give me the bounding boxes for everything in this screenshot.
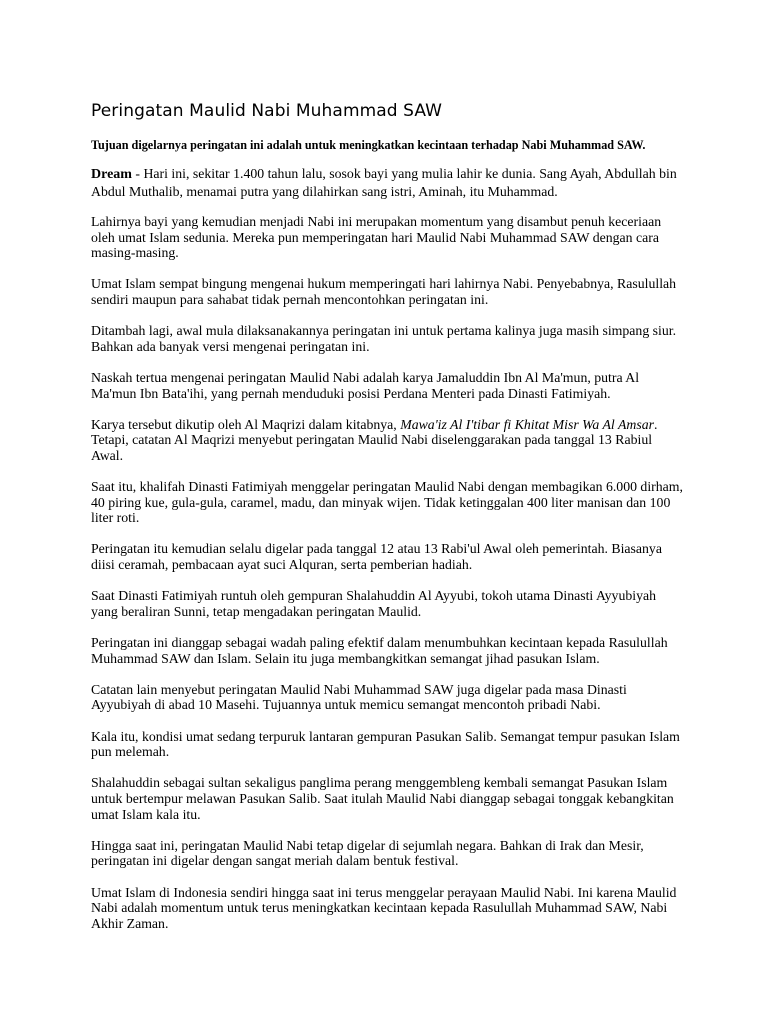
citation-after: . Tetapi, catatan Al Maqrizi menyebut peringatan Maulid Nabi diselenggarakan pada tanggal 13 Rabiul Awal. bbox=[91, 416, 658, 463]
body-paragraph: Shalahuddin sebagai sultan sekaligus panglima perang menggembleng kembali semangat Pasukan Islam untuk bertempur melawan Pasukan Salib. Saat itulah Maulid Nabi dianggap sebagai tonggak kebangkitan umat Islam kala itu. bbox=[91, 775, 674, 822]
body-paragraph: Umat Islam di Indonesia sendiri hingga saat ini terus menggelar perayaan Maulid Nabi. Ini karena Maulid Nabi adalah momentum untuk terus meningkatkan kecintaan kepada Rasulullah Muhammad SAW, Nabi Akhir Zaman. bbox=[91, 884, 677, 931]
citation-paragraph bbox=[91, 417, 684, 464]
intro-text: - Hari ini, sekitar 1.400 tahun lalu, sosok bayi yang mulia lahir ke dunia. Sang Ayah, Abdullah bin Abdul Muthalib, menamai putra yang dilahirkan sang istri, Aminah, itu Muhammad. bbox=[91, 166, 677, 199]
body-paragraph: Ditambah lagi, awal mula dilaksanakannya peringatan ini untuk pertama kalinya juga masih simpang siur. Bahkan ada banyak versi mengenai peringatan ini. bbox=[91, 323, 677, 354]
book-title: Mawa'iz Al I'tibar fi Khitat Misr Wa Al Amsar bbox=[400, 416, 654, 432]
body-paragraph: Catatan lain menyebut peringatan Maulid Nabi Muhammad SAW juga digelar pada masa Dinasti Ayyubiyah di abad 10 Masehi. Tujuannya untuk memicu semangat mencontoh pribadi Nabi. bbox=[91, 681, 627, 713]
document-subtitle: Tujuan digelarnya peringatan ini adalah untuk meningkatkan kecintaan terhadap Nabi Muhammad SAW. bbox=[91, 138, 646, 152]
body-paragraph: Umat Islam sempat bingung mengenai hukum memperingati hari lahirnya Nabi. Penyebabnya, Rasulullah sendiri maupun para sahabat tidak pernah mencontohkan peringatan ini. bbox=[91, 276, 677, 307]
document-title: Peringatan Maulid Nabi Muhammad SAW bbox=[91, 101, 443, 121]
intro-lead: Dream bbox=[91, 167, 132, 182]
body-paragraph: Peringatan ini dianggap sebagai wadah paling efektif dalam menumbuhkan kecintaan kepada Rasulullah Muhammad SAW dan Islam. Selain itu juga membangkitkan semangat jihad pasukan Islam. bbox=[91, 635, 668, 666]
body-paragraph: Hingga saat ini, peringatan Maulid Nabi tetap digelar di sejumlah negara. Bahkan di Irak dan Mesir, peringatan ini digelar dengan sangat meriah dalam bentuk festival. bbox=[91, 837, 644, 869]
body-paragraph: Lahirnya bayi yang kemudian menjadi Nabi ini merupakan momentum yang disambut penuh keceriaan oleh umat Islam sedunia. Mereka pun memperingatan hari Maulid Nabi Muhammad SAW dengan cara masing-masing. bbox=[91, 214, 662, 261]
body-paragraph: Peringatan itu kemudian selalu digelar pada tanggal 12 atau 13 Rabi'ul Awal oleh pemerintah. Biasanya diisi ceramah, pembacaan ayat suci Alquran, serta pemberian hadiah. bbox=[91, 541, 662, 573]
body-paragraph: Saat itu, khalifah Dinasti Fatimiyah menggelar peringatan Maulid Nabi dengan membagikan 6.000 dirham, 40 piring kue, gula-gula, caramel, madu, dan minyak wijen. Tidak ketinggalan 400 liter manisan dan 100 liter roti. bbox=[91, 479, 683, 526]
body-paragraph: Kala itu, kondisi umat sedang terpuruk lantaran gempuran Pasukan Salib. Semangat tempur pasukan Islam pun melemah. bbox=[91, 728, 680, 760]
body-paragraph: Saat Dinasti Fatimiyah runtuh oleh gempuran Shalahuddin Al Ayyubi, tokoh utama Dinasti Ayyubiyah yang beraliran Sunni, tetap mengadakan peringatan Maulid. bbox=[91, 588, 656, 619]
intro-paragraph bbox=[91, 165, 684, 200]
body-paragraph: Naskah tertua mengenai peringatan Maulid Nabi adalah karya Jamaluddin Ibn Al Ma'mun, putra Al Ma'mun Ibn Bata'ihi, yang pernah menduduki posisi Perdana Menteri pada Dinasti Fatimiyah. bbox=[91, 369, 640, 401]
citation-before: Karya tersebut dikutip oleh Al Maqrizi dalam kitabnya, bbox=[91, 416, 401, 432]
